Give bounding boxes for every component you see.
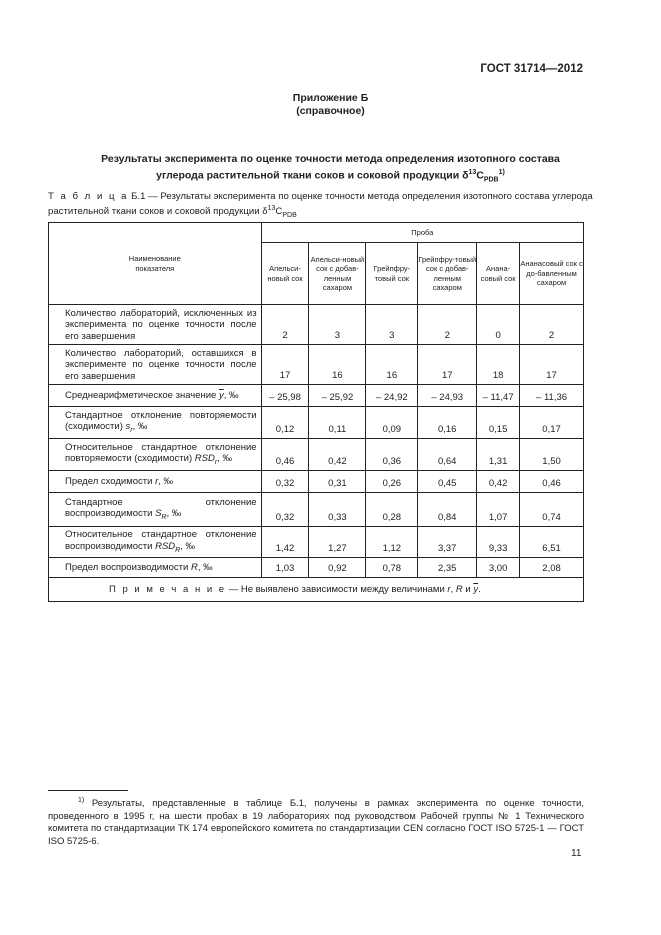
col-header-grapefruit: Грейпфру-товый сок (366, 243, 418, 305)
row-label-text: Стандартное отклонение воспроизводимости (65, 496, 257, 520)
table-caption-label: Т а б л и ц а (48, 191, 129, 202)
row-label-var: R (190, 562, 198, 574)
table-cell: 16 (309, 345, 366, 385)
table-cell: 2 (520, 305, 584, 345)
table-cell: 1,50 (520, 439, 584, 471)
table-cell: 3,37 (418, 527, 477, 558)
table-cell: 1,12 (366, 527, 418, 558)
sample-group-header: Проба (261, 223, 583, 243)
row-label-unit: , ‰ (158, 476, 174, 488)
title-footnote-mark: 1) (498, 169, 505, 176)
col-header-pineapple-sugar: Ананасовый сок с до-бавленным сахаром (520, 243, 584, 305)
section-title-line2-text: углерода растительной ткани соков и соковой продукции δ (156, 169, 469, 182)
row-label-text: Предел воспроизводимости (65, 562, 191, 574)
table-cell: 0,64 (418, 439, 477, 471)
row-label-unit: , ‰ (223, 390, 239, 402)
title-sup: 13 (468, 169, 477, 176)
col-header-grapefruit-sugar: Грейпфру-товый сок с добав-ленным сахаром (418, 243, 477, 305)
table-note (49, 577, 584, 601)
caption-sup: 13 (267, 205, 276, 212)
title-base: С (476, 169, 484, 182)
table-cell: 1,03 (261, 557, 309, 577)
col-header-orange-sugar: Апельси-новый сок с добав-ленным сахаром (309, 243, 366, 305)
table-cell: 9,33 (477, 527, 520, 558)
row-label (49, 439, 262, 471)
row-label-sub-var: r (130, 426, 133, 434)
row-label-var: RSD (155, 540, 176, 552)
table-cell: 0,15 (477, 407, 520, 439)
table-cell: – 24,92 (366, 385, 418, 407)
table-row (49, 493, 584, 527)
table-row (49, 439, 584, 471)
appendix-subtitle: (справочное) (296, 105, 365, 117)
footnote-divider (48, 790, 128, 791)
table-cell: 0,32 (261, 471, 309, 493)
table-cell: 0,46 (520, 471, 584, 493)
table-row (49, 557, 584, 577)
table-cell: 17 (520, 345, 584, 385)
table-cell: 2 (261, 305, 309, 345)
row-label-var: S (155, 508, 162, 520)
title-sub: PDB (483, 176, 499, 184)
name-column-header (49, 223, 262, 305)
appendix-title: Приложение Б (292, 92, 369, 104)
table-cell: 0,42 (477, 471, 520, 493)
section-title (48, 152, 613, 188)
table-row (49, 305, 584, 345)
table-note-end: . (478, 583, 481, 595)
table-cell: – 25,98 (261, 385, 309, 407)
table-cell: 0,11 (309, 407, 366, 439)
table-cell: – 25,92 (309, 385, 366, 407)
row-label: Количество лабораторий, исключенных из эксперимента по оценке точности после его завершения (49, 305, 262, 345)
row-label (49, 385, 262, 407)
table-row (49, 385, 584, 407)
row-label-unit: , ‰ (217, 453, 232, 465)
table-cell: 0,28 (366, 493, 418, 527)
section-title-line1: Результаты эксперимента по оценке точности метода определения изотопного состава (101, 153, 560, 165)
footnote (48, 795, 584, 848)
table-cell: 0,42 (309, 439, 366, 471)
table-note-text: — Не выявлено зависимости между величинами (226, 583, 448, 595)
section-title-line2 (48, 166, 613, 188)
table-cell: 0,74 (520, 493, 584, 527)
col-header-orange: Апельси-новый сок (261, 243, 309, 305)
table-cell: 3,00 (477, 557, 520, 577)
row-label-var: r (155, 476, 159, 488)
row-label-text: Предел сходимости (65, 476, 156, 488)
table-cell: – 24,93 (418, 385, 477, 407)
row-label: Количество лабораторий, оставшихся в эксперименте по оценке точности после его завершения (49, 345, 262, 385)
table-row (49, 471, 584, 493)
table-cell: 2 (418, 305, 477, 345)
col-header-pineapple: Анана-совый сок (477, 243, 520, 305)
table-note-var-r: r (447, 583, 451, 595)
table-cell: 0,78 (366, 557, 418, 577)
table-cell: 16 (366, 345, 418, 385)
row-label-text: Относительное стандартное отклонение воспроизводимости (65, 529, 257, 552)
table-note-and: и (462, 583, 474, 595)
table-cell: 17 (418, 345, 477, 385)
table-row (49, 407, 584, 439)
table-row (49, 345, 584, 385)
row-label-text: Среднеарифметическое значение (65, 390, 219, 402)
row-label-sub-var: r (214, 458, 218, 466)
row-label-text: Относительное стандартное отклонение повторяемости (сходимости) (65, 441, 257, 465)
row-label-sub-var: R (175, 546, 181, 554)
table-note-var-y: $\overline{y}$ (473, 583, 479, 595)
results-table (48, 222, 584, 602)
table-cell: 3 (309, 305, 366, 345)
row-label-text: Стандартное отклонение повторяемости (сходимости) (65, 409, 257, 433)
name-column-header-text: Наименование показателя (128, 254, 181, 273)
row-label (49, 493, 262, 527)
table-cell: 3 (366, 305, 418, 345)
standard-number: ГОСТ 31714—2012 (480, 63, 583, 75)
table-cell: 0,17 (520, 407, 584, 439)
footnote-text: Результаты, представленные в таблице Б.1, получены в рамках эксперимента по оценке точности, проведенного в 1995 г, на шести пробах в 19 лабораториях под руководством Рабочей группы № 1 Технического комитета по стандартизации ТК 174 европейского комитета по стандартизации CEN согласно ГОСТ ISO 5725-1 — ГОСТ ISO 5725-6. (48, 798, 584, 847)
row-label (49, 471, 262, 493)
row-label (49, 527, 262, 558)
table-cell: 0,31 (309, 471, 366, 493)
table-cell: 1,42 (261, 527, 309, 558)
table-cell: 6,51 (520, 527, 584, 558)
table-caption (48, 191, 608, 222)
caption-sub: PDB (282, 212, 297, 220)
appendix-heading (0, 92, 661, 118)
row-label-unit: , ‰ (166, 508, 182, 520)
table-cell: 0 (477, 305, 520, 345)
table-cell: 1,27 (309, 527, 366, 558)
caption-base: С (275, 206, 283, 218)
table-cell: 0,46 (261, 439, 309, 471)
table-cell: 17 (261, 345, 309, 385)
table-cell: 0,26 (366, 471, 418, 493)
row-label-var: s (125, 421, 131, 433)
table-note-sep: , (450, 583, 456, 595)
row-label-unit: , ‰ (197, 562, 213, 574)
table-cell: 0,12 (261, 407, 309, 439)
page-number: 11 (571, 848, 582, 859)
table-note-var-R: R (455, 583, 463, 595)
table-cell: 0,36 (366, 439, 418, 471)
table-cell: 1,31 (477, 439, 520, 471)
table-cell: – 11,47 (477, 385, 520, 407)
table-cell: – 11,36 (520, 385, 584, 407)
table-cell: 2,08 (520, 557, 584, 577)
table-cell: 2,35 (418, 557, 477, 577)
table-cell: 0,09 (366, 407, 418, 439)
row-label-unit: , ‰ (180, 540, 195, 552)
table-cell: 1,07 (477, 493, 520, 527)
table-cell: 0,45 (418, 471, 477, 493)
table-cell: 0,16 (418, 407, 477, 439)
row-label-sub-var: R (161, 513, 167, 521)
table-row (49, 527, 584, 558)
row-label (49, 407, 262, 439)
table-note-label: П р и м е ч а н и е (109, 583, 227, 595)
table-cell: 0,32 (261, 493, 309, 527)
row-label-unit: , ‰ (132, 421, 148, 433)
row-label-var: $\overline{y}$ (218, 390, 224, 402)
footnote-mark: 1) (78, 797, 85, 804)
table-note-row (49, 577, 584, 601)
table-cell: 18 (477, 345, 520, 385)
table-caption-text: Б.1 — Результаты эксперимента по оценке точности метода определения изотопного состава углерода растительной ткани соков и соковой продукции δ (48, 191, 593, 218)
table-cell: 0,84 (418, 493, 477, 527)
table-cell: 0,92 (309, 557, 366, 577)
row-label (49, 557, 262, 577)
row-label-var: RSD (194, 453, 215, 465)
table-cell: 0,33 (309, 493, 366, 527)
